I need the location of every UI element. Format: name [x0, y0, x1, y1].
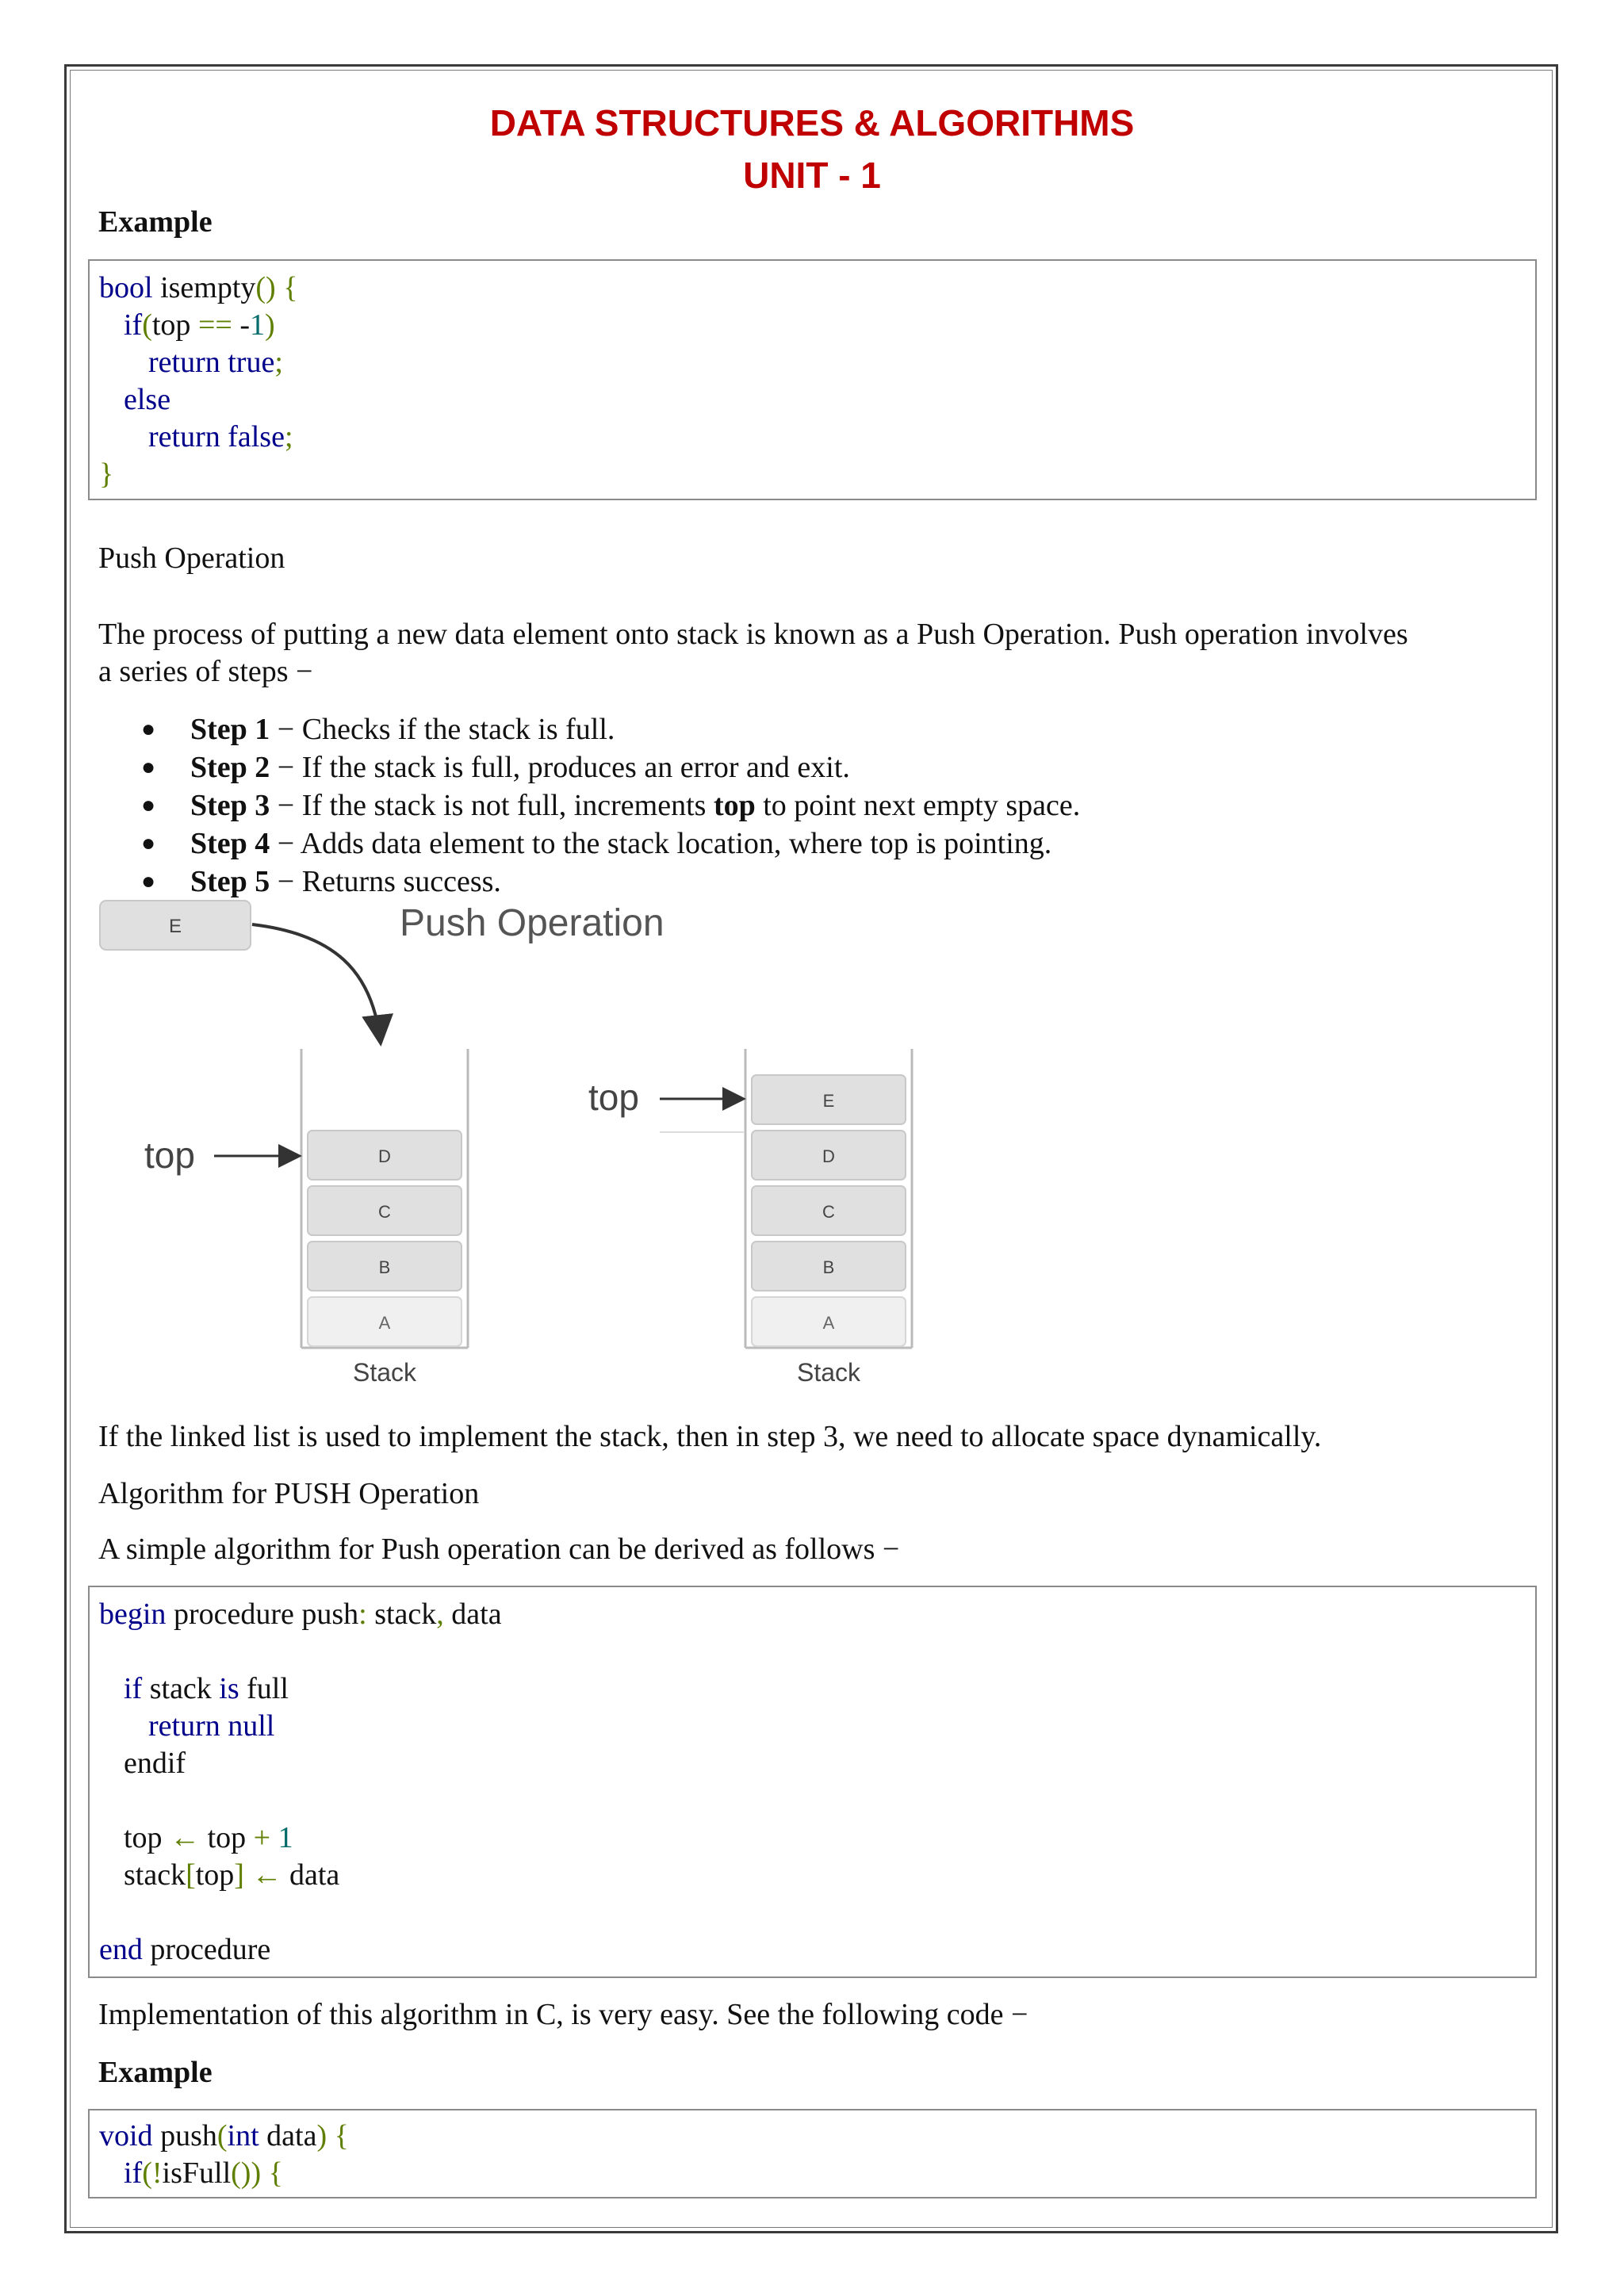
stack-cell-label: A	[378, 1313, 391, 1333]
push-para-line2: a series of steps −	[98, 655, 313, 688]
stack-cell-label: B	[822, 1257, 835, 1277]
code-line: return true;	[148, 346, 283, 379]
bullet-icon: ●	[141, 716, 156, 742]
push-heading: Push Operation	[98, 541, 285, 575]
push-arrow-icon	[252, 924, 381, 1043]
code-line: else	[124, 383, 171, 416]
stack-cell-label: A	[822, 1313, 835, 1333]
top-pointer-label: top	[144, 1135, 195, 1176]
code-line: end procedure	[99, 1933, 271, 1966]
push-operation-diagram	[95, 894, 936, 1402]
code-block-push-algorithm	[88, 1586, 1537, 1978]
stack-after-cells	[752, 1075, 906, 1346]
code-line: void push(int data) {	[99, 2119, 349, 2152]
code-block-push-c	[88, 2109, 1537, 2198]
stack-caption: Stack	[796, 1358, 861, 1387]
push-para-line1: The process of putting a new data element onto stack is known as a Push Operation. Push operation involves	[98, 618, 1408, 651]
doc-title: DATA STRUCTURES & ALGORITHMS	[489, 102, 1135, 144]
code-line: return null	[148, 1709, 275, 1743]
bullet-icon: ●	[141, 868, 156, 894]
code-line: }	[99, 457, 114, 491]
stack-caption: Stack	[352, 1358, 417, 1387]
stack-before-cells	[308, 1131, 462, 1346]
unit-title: UNIT - 1	[743, 155, 881, 196]
code-line: begin procedure push: stack, data	[99, 1598, 502, 1631]
diagram-title: Push Operation	[400, 902, 665, 944]
code-line: if(!isFull()) {	[124, 2156, 283, 2190]
stack-cell-label: B	[378, 1257, 391, 1277]
step-item: Step 4 − Adds data element to the stack location, where top is pointing.	[190, 827, 1052, 860]
implementation-note: Implementation of this algorithm in C, is very easy. See the following code −	[98, 1998, 1028, 2031]
step-item: Step 3 − If the stack is not full, increments top to point next empty space.	[190, 789, 1081, 822]
stack-cell-label: C	[378, 1202, 391, 1222]
code-line: top ← top + 1	[124, 1821, 293, 1854]
example-label: Example	[98, 205, 213, 239]
code-line: if(top == -1)	[124, 308, 275, 342]
code-line: endif	[124, 1747, 186, 1780]
stack-cell-label: E	[822, 1091, 835, 1111]
bullet-icon: ●	[141, 754, 156, 780]
example-label-2: Example	[98, 2056, 213, 2089]
step-item: Step 2 − If the stack is full, produces an error and exit.	[190, 751, 850, 784]
code-line: return false;	[148, 420, 293, 453]
stack-cell-label: C	[822, 1202, 835, 1222]
step-item: Step 5 − Returns success.	[190, 865, 501, 898]
algorithm-heading: Algorithm for PUSH Operation	[98, 1477, 480, 1510]
stack-cell-label: D	[378, 1146, 391, 1166]
code-line: stack[top] ← data	[124, 1858, 340, 1892]
linked-list-note: If the linked list is used to implement the stack, then in step 3, we need to allocate space dynamically.	[98, 1420, 1322, 1453]
step-item: Step 1 − Checks if the stack is full.	[190, 713, 615, 746]
incoming-element-label: E	[168, 916, 182, 937]
code-line: bool isempty() {	[99, 271, 298, 304]
bullet-icon: ●	[141, 830, 156, 856]
algorithm-intro: A simple algorithm for Push operation can be derived as follows −	[98, 1533, 900, 1566]
code-block-isempty	[88, 259, 1537, 500]
stack-cell-label: D	[822, 1146, 835, 1166]
bullet-icon: ●	[141, 792, 156, 818]
code-line: if stack is full	[124, 1672, 289, 1705]
top-pointer-label: top	[588, 1077, 639, 1118]
